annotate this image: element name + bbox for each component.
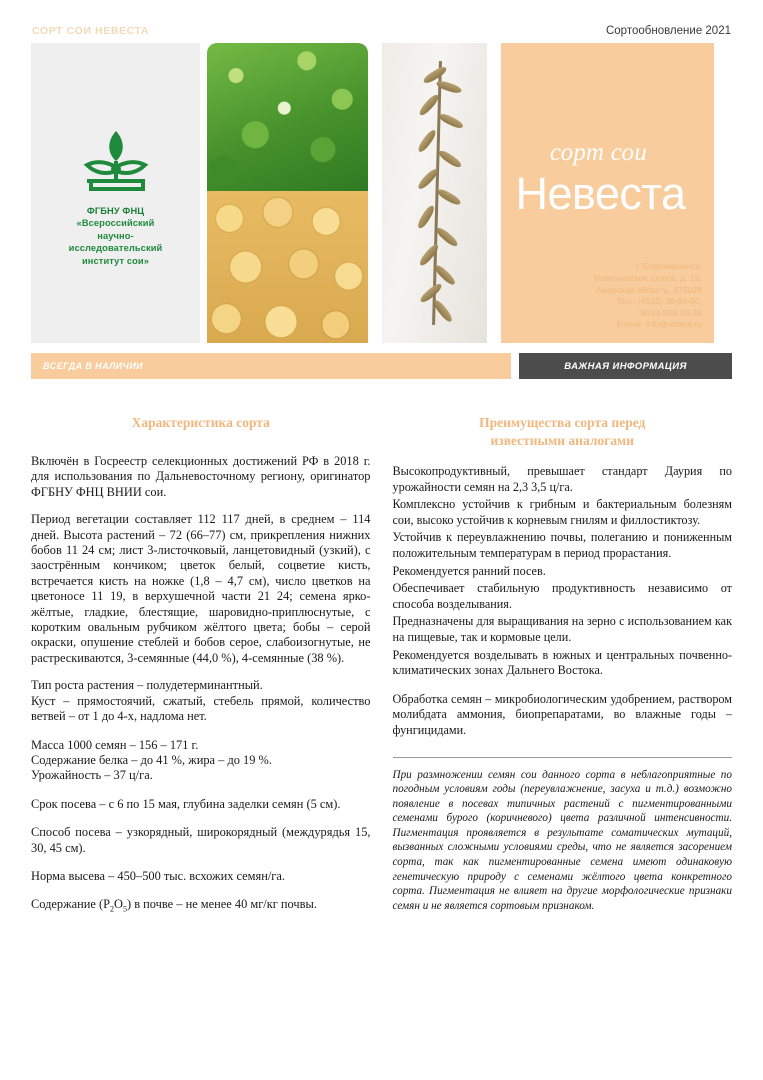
contact-phone-2: 8914-558-34-34 xyxy=(640,307,702,318)
header-left-title: СОРТ СОИ НЕВЕСТА xyxy=(32,25,150,37)
page-header xyxy=(0,22,763,40)
p-sub-5: 5 xyxy=(123,904,127,914)
title-panel xyxy=(501,43,714,343)
paragraph: Рекомендуется ранний посев. xyxy=(392,563,546,578)
soy-plant-leaf-icon xyxy=(73,123,159,197)
photo-column xyxy=(207,43,368,343)
banner-always-available xyxy=(31,353,511,379)
p-after: ) в почве – не менее 40 мг/кг почвы. xyxy=(127,897,317,912)
p-before: Содержание (P xyxy=(31,897,111,912)
left-column-heading: Характеристика сорта xyxy=(131,415,270,430)
p-mid: O xyxy=(114,897,123,912)
paragraph: Предназначены для выращивания на зерно с использованием как на пищевые, так и кормовые цели. xyxy=(392,614,732,644)
column-characteristics xyxy=(31,414,371,929)
paragraph-phosphorus xyxy=(31,897,371,917)
contact-block xyxy=(512,261,702,331)
contact-region: Амурская область, 675028 xyxy=(595,284,702,295)
logo-line-4: исследовательский xyxy=(68,243,163,254)
right-column-heading xyxy=(393,414,733,450)
banner-right-label: ВАЖНАЯ ИНФОРМАЦИЯ xyxy=(564,360,687,372)
spacer xyxy=(368,43,382,343)
logo-line-2: «Всероссийский xyxy=(76,218,155,229)
institute-logo-text xyxy=(63,205,169,267)
paragraph: Урожайность – 37 ц/га. xyxy=(31,768,153,783)
right-heading-line-2: известными аналогами xyxy=(490,433,635,448)
column-advantages xyxy=(393,414,733,929)
paragraph: Способ посева – узкорядный, широкорядный (междурядья 15, 30, 45 см). xyxy=(31,825,371,855)
header-right-title: Сортообновление 2021 xyxy=(605,25,731,37)
contact-city: г. Благовещенск, xyxy=(635,261,702,272)
paragraph: Тип роста растения – полудетерминантный. xyxy=(31,678,263,693)
soy-plant-leaves-photo xyxy=(207,43,368,191)
paragraph: Обеспечивает стабильную продуктивность независимо от способа возделывания. xyxy=(392,581,732,611)
soy-beans-photo xyxy=(207,191,368,343)
paragraph: Устойчив к переувлажнению почвы, полеганию и пониженным положительным температурам в период прорастания. xyxy=(392,530,732,560)
paragraph: Куст – прямостоячий, сжатый, стебель прямой, количество ветвей – от 1 до 4-х, надлома нет. xyxy=(31,693,371,724)
content-columns xyxy=(31,414,732,929)
paragraph: Период вегетации составляет 112 117 дней, в среднем – 114 дней. Высота растений – 72 (66–77) см, прикрепления нижних бобов 11 24 см; лист 3-листочковый, ланцетовидный (узкий), с заострённым кончиком; цветок белый, соцветие кисть, встречается кисть на ножке (1,8 – 4,7 см), число цветков на цветоносе 11 19, в верхушечной части 21 24; семена ярко-жёлтые, гладкие, блестящие, шаровидно-приплюснутые, с коротким овальным рубчиком жёлтого цвета; бобы – серой окраски, опушение стеблей и бобов серое, слабоизогнутые, не растрескиваются, 3-семянные (44,0 %), 4-семянные (38 %). xyxy=(31,512,371,665)
right-heading-line-1: Преимущества сорта перед xyxy=(479,415,646,430)
hero-title: Невеста xyxy=(515,168,686,219)
logo-line-5: институт сои» xyxy=(81,255,149,266)
paragraph: Включён в Госреестр селекционных достижений РФ в 2018 г. для использования по Дальневосточному региону, оригинатор ФГБНУ ФНЦ ВНИИ сои. xyxy=(31,454,371,499)
paragraph: Высокопродуктивный, превышает стандарт Даурия по урожайности семян на 2,3 3,5 ц/га. xyxy=(392,464,732,494)
banner-left-label: ВСЕГДА В НАЛИЧИИ xyxy=(43,361,144,371)
paragraph: Содержание белка – до 41 %, жира – до 19 %. xyxy=(31,752,272,767)
paragraph: Масса 1000 семян – 156 – 171 г. xyxy=(31,737,199,752)
note-paragraph: При размножении семян сои данного сорта в неблагоприятные по погодным условиям годы (переувлажнение, засуха и т.д.) возможно появление в посевах типичных растений с пигментированными семенами бурого (коричневого) цвета различной интенсивности. Пигментация проявляется в результате соматических мутаций, вызванных сложными условиями среды, что не является засорением сорта, так как пигментированные семена имеют одинаковую генетическую природу с семенами жёлтого цвета конкретного сорта. Пигментация не влияет на другие морфологические признаки семян и не является сортовым признаком. xyxy=(393,757,733,914)
paragraph: Обработка семян – микробиологическим удобрением, раствором молибдата аммония, биопрепаратами, во влажные годы – фунгицидами. xyxy=(392,691,732,737)
paragraph: Норма высева – 450–500 тыс. всхожих семян/га. xyxy=(31,868,285,883)
soy-plant-pods-photo xyxy=(382,43,487,343)
logo-line-1: ФГБНУ ФНЦ xyxy=(86,205,145,216)
paragraph: Комплексно устойчив к грибным и бактериальным болезням сои, высоко устойчив к корневым гнилям и филлостиктозу. xyxy=(392,497,732,527)
contact-email: E-mail: info@vniisoi.ru xyxy=(616,319,702,330)
paragraph: Рекомендуется возделывать в южных и центральных почвенно-климатических зонах Дальнего Востока. xyxy=(392,647,732,678)
contact-street: Игнатьевское шоссе, д. 19, xyxy=(594,273,702,284)
logo-line-3: научно- xyxy=(97,230,134,241)
hero-strip xyxy=(31,43,732,343)
paragraph: Срок посева – с 6 по 15 мая, глубина заделки семян (5 см). xyxy=(31,796,341,811)
contact-phone-1: Тел.: (4162) 36-94-50, xyxy=(616,296,702,307)
hero-kicker: сорт сои xyxy=(549,139,648,166)
p-sub-2: 2 xyxy=(110,904,115,914)
banner-important-info xyxy=(519,353,732,379)
institute-logo-block xyxy=(31,43,200,343)
